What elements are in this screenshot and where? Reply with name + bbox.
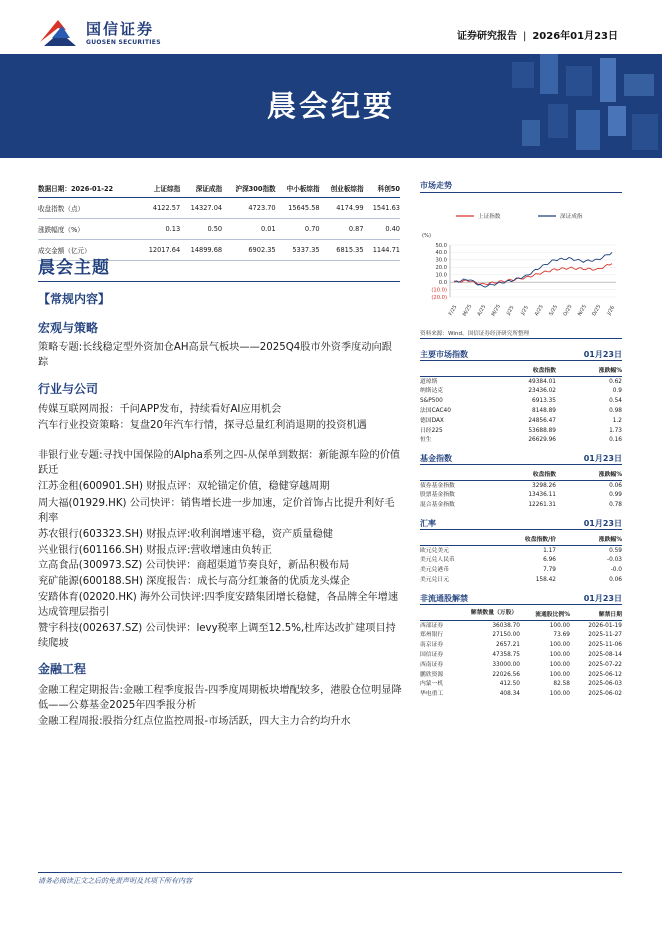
table-header-cell: 中小板综指 bbox=[276, 179, 320, 198]
table-cell: 22026.56 bbox=[492, 671, 520, 678]
logo-chinese: 国信证券 bbox=[86, 20, 155, 38]
table-cell: 0.40 bbox=[364, 219, 400, 240]
section-divider bbox=[420, 464, 622, 465]
table-cell: 0.9 bbox=[612, 388, 622, 395]
table-cell: 2025-06-12 bbox=[588, 671, 622, 678]
table-cell: 7.79 bbox=[543, 567, 556, 574]
industry-item[interactable]: 周大福(01929.HK) 公司快评：销售增长进一步加速，定价首饰占比提升利好毛利率 bbox=[38, 498, 395, 524]
table-cell: 0.98 bbox=[609, 407, 622, 414]
table-header-cell bbox=[420, 607, 468, 621]
table-cell: 涨跌幅度（%） bbox=[38, 219, 138, 240]
table-cell: 100.00 bbox=[549, 671, 570, 678]
lifted-shares-date: 01月23日 bbox=[583, 594, 622, 603]
y-tick-label: 0.0 bbox=[438, 279, 447, 286]
industry-item[interactable]: 苏农银行(603323.SH) 财报点评:收利润增速平稳，资产质量稳健 bbox=[38, 529, 333, 540]
table-cell: 0.01 bbox=[222, 219, 276, 240]
series-line-shanghai bbox=[454, 264, 612, 285]
table-cell: 6913.35 bbox=[532, 398, 556, 405]
fx-table bbox=[420, 532, 622, 585]
table-cell: 美元兑日元 bbox=[420, 576, 449, 583]
table-cell: 14327.04 bbox=[180, 198, 222, 219]
x-tick-label: M/25 bbox=[461, 303, 474, 318]
table-header-cell: 收盘指数/价 bbox=[482, 532, 556, 546]
table-cell: 0.16 bbox=[609, 437, 622, 444]
x-tick-label: F/25 bbox=[447, 304, 459, 317]
industry-item[interactable]: 赞宇科技(002637.SZ) 公司快评：levy税率上调至12.5%,杜库达改扩建项目持续爬坡 bbox=[38, 623, 396, 649]
table-cell: 6902.35 bbox=[222, 240, 276, 261]
fund-indices-date: 01月23日 bbox=[583, 454, 622, 463]
y-tick-label: 10.0 bbox=[435, 272, 447, 279]
table-cell: 1.17 bbox=[543, 547, 556, 554]
table-cell: 0.54 bbox=[609, 398, 622, 405]
table-cell: 成交金额（亿元） bbox=[38, 240, 138, 261]
table-row bbox=[38, 219, 400, 240]
y-tick-label: (20.0) bbox=[431, 294, 447, 301]
table-cell: 西南证券 bbox=[420, 661, 444, 668]
table-row bbox=[420, 621, 622, 631]
x-tick-label: J/25 bbox=[519, 304, 530, 317]
table-row bbox=[420, 650, 622, 660]
table-row bbox=[420, 491, 622, 501]
industry-item[interactable]: 非银行业专题:寻找中国保险的Alpha系列之四-从保单到数据：新能源车险的价值跃迁 bbox=[38, 450, 401, 476]
table-header-cell: 创业板综指 bbox=[320, 179, 364, 198]
table-header-cell: 科创50 bbox=[364, 179, 400, 198]
chart-plot-area bbox=[431, 243, 616, 318]
table-cell: 0.78 bbox=[609, 502, 622, 509]
x-tick-label: J/25 bbox=[505, 304, 516, 317]
table-row bbox=[420, 397, 622, 407]
table-cell: 412.50 bbox=[499, 681, 520, 688]
table-row bbox=[420, 575, 622, 585]
x-tick-label: S/25 bbox=[548, 304, 560, 317]
finance-heading: 金融工程 bbox=[38, 662, 87, 676]
table-header-cell: 上证综指 bbox=[138, 179, 180, 198]
table-cell: 13436.11 bbox=[528, 492, 556, 499]
table-header-cell: 解禁数量（万股） bbox=[468, 607, 520, 621]
table-cell: 408.34 bbox=[499, 691, 520, 698]
y-tick-label: 50.0 bbox=[435, 242, 447, 249]
footer-disclaimer: 请务必阅读正文之后的免责声明及其项下所有内容 bbox=[38, 877, 192, 885]
meta-separator: | bbox=[522, 31, 527, 42]
table-cell: 恒生 bbox=[420, 437, 432, 444]
logo-english: GUOSEN SECURITIES bbox=[86, 39, 161, 46]
fund-indices-table bbox=[420, 467, 622, 510]
table-cell: 23436.02 bbox=[528, 388, 556, 395]
table-cell: 纳斯达克 bbox=[420, 388, 444, 395]
industry-item[interactable]: 安踏体育(02020.HK) 海外公司快评:四季度安踏集团增长稳健，各品牌全年增速达成管理层指引 bbox=[38, 592, 399, 618]
table-cell: 100.00 bbox=[549, 642, 570, 649]
table-cell: 1541.63 bbox=[364, 198, 400, 219]
finance-item[interactable]: 金融工程周报:股指分红点位监控周报-市场活跃，四大主力合约均升水 bbox=[38, 716, 351, 727]
table-cell: 2025-06-03 bbox=[588, 681, 622, 688]
regular-content-label: 【常规内容】 bbox=[38, 292, 111, 306]
section-divider bbox=[420, 529, 622, 530]
table-cell: 100.00 bbox=[549, 651, 570, 658]
table-cell: 2025-07-22 bbox=[588, 661, 622, 668]
table-cell: -0.03 bbox=[607, 557, 622, 564]
table-row bbox=[420, 631, 622, 641]
table-cell: 股票基金指数 bbox=[420, 492, 455, 499]
table-cell: 债券基金指数 bbox=[420, 482, 455, 489]
table-cell: 2025-08-14 bbox=[588, 651, 622, 658]
table-cell: 美元兑港币 bbox=[420, 567, 449, 574]
table-header-cell: 数据日期：2026-01-22 bbox=[38, 179, 138, 198]
table-cell: 0.99 bbox=[609, 492, 622, 499]
table-cell: 欧元兑美元 bbox=[420, 547, 449, 554]
report-type: 证券研究报告 bbox=[456, 31, 517, 42]
table-cell: 49384.01 bbox=[528, 378, 556, 385]
table-cell: 华电重工 bbox=[420, 691, 444, 698]
table-header-cell: 收盘指数 bbox=[482, 363, 556, 377]
table-row bbox=[420, 660, 622, 670]
footer-divider bbox=[38, 872, 622, 873]
x-tick-label: A/25 bbox=[476, 304, 488, 317]
table-header-row bbox=[420, 532, 622, 546]
fund-indices-title: 基金指数 bbox=[420, 454, 452, 463]
table-row bbox=[420, 546, 622, 556]
y-tick-label: 20.0 bbox=[435, 265, 447, 272]
market-trend-title: 市场走势 bbox=[420, 181, 452, 190]
table-cell: 4122.57 bbox=[138, 198, 180, 219]
table-cell: 15645.58 bbox=[276, 198, 320, 219]
report-date: 2026年01月23日 bbox=[532, 31, 618, 42]
x-tick-label: N/25 bbox=[576, 303, 588, 318]
table-cell: 1144.71 bbox=[364, 240, 400, 261]
industry-item[interactable]: 汽车行业投资策略：复盘20年汽车行情，探寻总量红利消退期的投资机遇 bbox=[38, 420, 367, 431]
table-cell: 0.06 bbox=[609, 482, 622, 489]
table-cell: 0.50 bbox=[180, 219, 222, 240]
table-cell: 3298.26 bbox=[532, 482, 556, 489]
table-cell: 西部证券 bbox=[420, 622, 444, 629]
table-cell: 1.2 bbox=[612, 417, 622, 424]
section-divider bbox=[420, 192, 622, 193]
major-indices-date: 01月23日 bbox=[583, 350, 622, 359]
table-cell: 0.87 bbox=[320, 219, 364, 240]
legend-label-shanghai: 上证指数 bbox=[478, 214, 501, 220]
table-cell: 2657.21 bbox=[496, 642, 520, 649]
industry-item[interactable]: 传媒互联网周报：千问APP发布，持续看好AI应用机会 bbox=[38, 404, 282, 415]
market-trend-chart bbox=[420, 199, 622, 321]
table-cell: 27150.00 bbox=[492, 632, 520, 639]
table-cell: 法国CAC40 bbox=[420, 407, 451, 414]
x-tick-label: J/26 bbox=[606, 304, 617, 317]
industry-heading: 行业与公司 bbox=[38, 382, 99, 396]
table-row bbox=[420, 387, 622, 397]
table-cell: 24856.47 bbox=[528, 417, 556, 424]
y-tick-label: (10.0) bbox=[431, 287, 447, 294]
table-cell: 混合基金指数 bbox=[420, 502, 455, 509]
table-cell: 国信证券 bbox=[420, 651, 444, 658]
table-row bbox=[420, 689, 622, 699]
index-summary-table bbox=[38, 179, 400, 261]
x-tick-label: A/25 bbox=[533, 304, 545, 317]
table-header-row bbox=[38, 179, 400, 198]
table-row bbox=[420, 481, 622, 491]
table-cell: -0.0 bbox=[610, 567, 622, 574]
macro-item[interactable]: 策略专题:长线稳定型外资加仓AH高景气板块——2025Q4股市外资季度动向跟踪 bbox=[38, 342, 392, 368]
table-cell: 日经225 bbox=[420, 427, 443, 434]
industry-item[interactable]: 兴业银行(601166.SH) 财报点评:营收增速由负转正 bbox=[38, 545, 272, 556]
industry-item[interactable]: 兖矿能源(600188.SH) 深度报告：成长与高分红兼备的优质龙头煤企 bbox=[38, 576, 350, 587]
table-header-row bbox=[420, 607, 622, 621]
lifted-shares-table bbox=[420, 607, 622, 699]
section-divider bbox=[420, 604, 622, 605]
table-row bbox=[420, 566, 622, 576]
table-cell: 53688.89 bbox=[528, 427, 556, 434]
y-axis-unit: (%) bbox=[422, 233, 431, 239]
table-cell: 6815.35 bbox=[320, 240, 364, 261]
title-banner bbox=[0, 54, 662, 158]
table-header-cell: 收盘指数 bbox=[482, 467, 556, 481]
table-cell: 100.00 bbox=[549, 622, 570, 629]
table-cell: 26629.96 bbox=[528, 437, 556, 444]
table-cell: 南京证券 bbox=[420, 642, 444, 649]
fx-date: 01月23日 bbox=[583, 519, 622, 528]
table-header-cell bbox=[420, 532, 482, 546]
report-meta bbox=[457, 27, 618, 42]
table-header-row bbox=[420, 467, 622, 481]
table-cell: 73.69 bbox=[553, 632, 570, 639]
table-cell: 内蒙一机 bbox=[420, 681, 444, 688]
x-tick-label: M/25 bbox=[490, 303, 502, 318]
banner-title: 晨会纪要 bbox=[266, 89, 395, 123]
table-header-cell: 涨跌幅% bbox=[556, 532, 622, 546]
table-cell: 100.00 bbox=[549, 691, 570, 698]
table-header-cell: 深证成指 bbox=[180, 179, 222, 198]
company-logo bbox=[38, 16, 168, 50]
section-divider bbox=[420, 360, 622, 361]
finance-item[interactable]: 金融工程定期报告:金融工程季度报告-四季度周期板块增配较多，港股仓位明显降低——公募基金2025年四季报分析 bbox=[38, 685, 402, 711]
table-row bbox=[420, 556, 622, 566]
section-divider bbox=[38, 281, 400, 282]
y-tick-label: 40.0 bbox=[435, 250, 447, 257]
table-cell: 0.13 bbox=[138, 219, 180, 240]
table-row bbox=[420, 680, 622, 690]
chart-source-note: 资料来源：Wind、国信证券经济研究所整理 bbox=[420, 331, 530, 337]
macro-heading: 宏观与策略 bbox=[38, 321, 99, 335]
fx-title: 汇率 bbox=[420, 519, 436, 528]
table-header-cell: 流通股比例% bbox=[520, 607, 570, 621]
table-cell: 1.73 bbox=[609, 427, 622, 434]
table-cell: 4174.99 bbox=[320, 198, 364, 219]
table-cell: 82.58 bbox=[553, 681, 570, 688]
table-cell: 0.06 bbox=[609, 576, 622, 583]
table-cell: 4723.70 bbox=[222, 198, 276, 219]
table-header-cell: 涨跌幅% bbox=[556, 363, 622, 377]
table-cell: 0.59 bbox=[609, 547, 622, 554]
table-cell: 100.00 bbox=[549, 661, 570, 668]
lifted-shares-title: 非流通股解禁 bbox=[420, 594, 468, 603]
table-cell: 0.62 bbox=[609, 378, 622, 385]
x-tick-label: D/25 bbox=[591, 303, 603, 318]
table-row bbox=[420, 436, 622, 446]
table-header-cell: 解禁日期 bbox=[570, 607, 622, 621]
table-cell: 收盘指数（点） bbox=[38, 198, 138, 219]
table-header-cell: 沪深300指数 bbox=[222, 179, 276, 198]
table-cell: 2025-11-06 bbox=[588, 642, 622, 649]
table-cell: 郑州银行 bbox=[420, 632, 444, 639]
guosen-logo-icon bbox=[38, 16, 78, 50]
table-cell: S&P500 bbox=[420, 398, 443, 405]
table-cell: 14899.68 bbox=[180, 240, 222, 261]
major-indices-title: 主要市场指数 bbox=[420, 350, 468, 359]
table-row bbox=[420, 670, 622, 680]
table-cell: 道琼斯 bbox=[420, 378, 438, 385]
table-cell: 158.42 bbox=[535, 576, 556, 583]
table-header-row bbox=[420, 363, 622, 377]
table-row bbox=[420, 641, 622, 651]
industry-item[interactable]: 立高食品(300973.SZ) 公司快评：商超渠道节奏良好，新品积极布局 bbox=[38, 560, 350, 571]
table-cell: 8148.89 bbox=[532, 407, 556, 414]
table-cell: 12017.64 bbox=[138, 240, 180, 261]
table-cell: 2026-01-19 bbox=[588, 622, 622, 629]
table-cell: 美元兑人民币 bbox=[420, 557, 455, 564]
table-cell: 36038.70 bbox=[492, 622, 520, 629]
table-row bbox=[420, 416, 622, 426]
table-row bbox=[420, 501, 622, 511]
table-row bbox=[38, 198, 400, 219]
table-header-cell bbox=[420, 467, 482, 481]
main-section-title: 晨会主题 bbox=[38, 258, 110, 278]
table-row bbox=[420, 426, 622, 436]
table-row bbox=[420, 406, 622, 416]
industry-item[interactable]: 江苏金租(600901.SH) 财报点评：双轮锚定价值，稳健穿越周期 bbox=[38, 481, 330, 492]
table-cell: 0.70 bbox=[276, 219, 320, 240]
table-cell: 6.96 bbox=[543, 557, 556, 564]
table-cell: 2025-06-02 bbox=[588, 691, 622, 698]
y-tick-label: 30.0 bbox=[435, 257, 447, 264]
table-header-cell: 涨跌幅% bbox=[556, 467, 622, 481]
table-cell: 33000.00 bbox=[492, 661, 520, 668]
table-cell: 5337.35 bbox=[276, 240, 320, 261]
section-divider bbox=[420, 338, 622, 339]
major-indices-table bbox=[420, 363, 622, 445]
table-cell: 鹏欣资源 bbox=[420, 671, 444, 678]
table-cell: 12261.31 bbox=[528, 502, 556, 509]
table-header-cell bbox=[420, 363, 482, 377]
table-cell: 德国DAX bbox=[420, 417, 444, 424]
table-cell: 2025-11-27 bbox=[588, 632, 622, 639]
table-row bbox=[420, 377, 622, 387]
x-tick-label: O/25 bbox=[562, 303, 574, 318]
table-cell: 47358.75 bbox=[492, 651, 520, 658]
legend-label-shenzhen: 深证成指 bbox=[560, 214, 583, 220]
